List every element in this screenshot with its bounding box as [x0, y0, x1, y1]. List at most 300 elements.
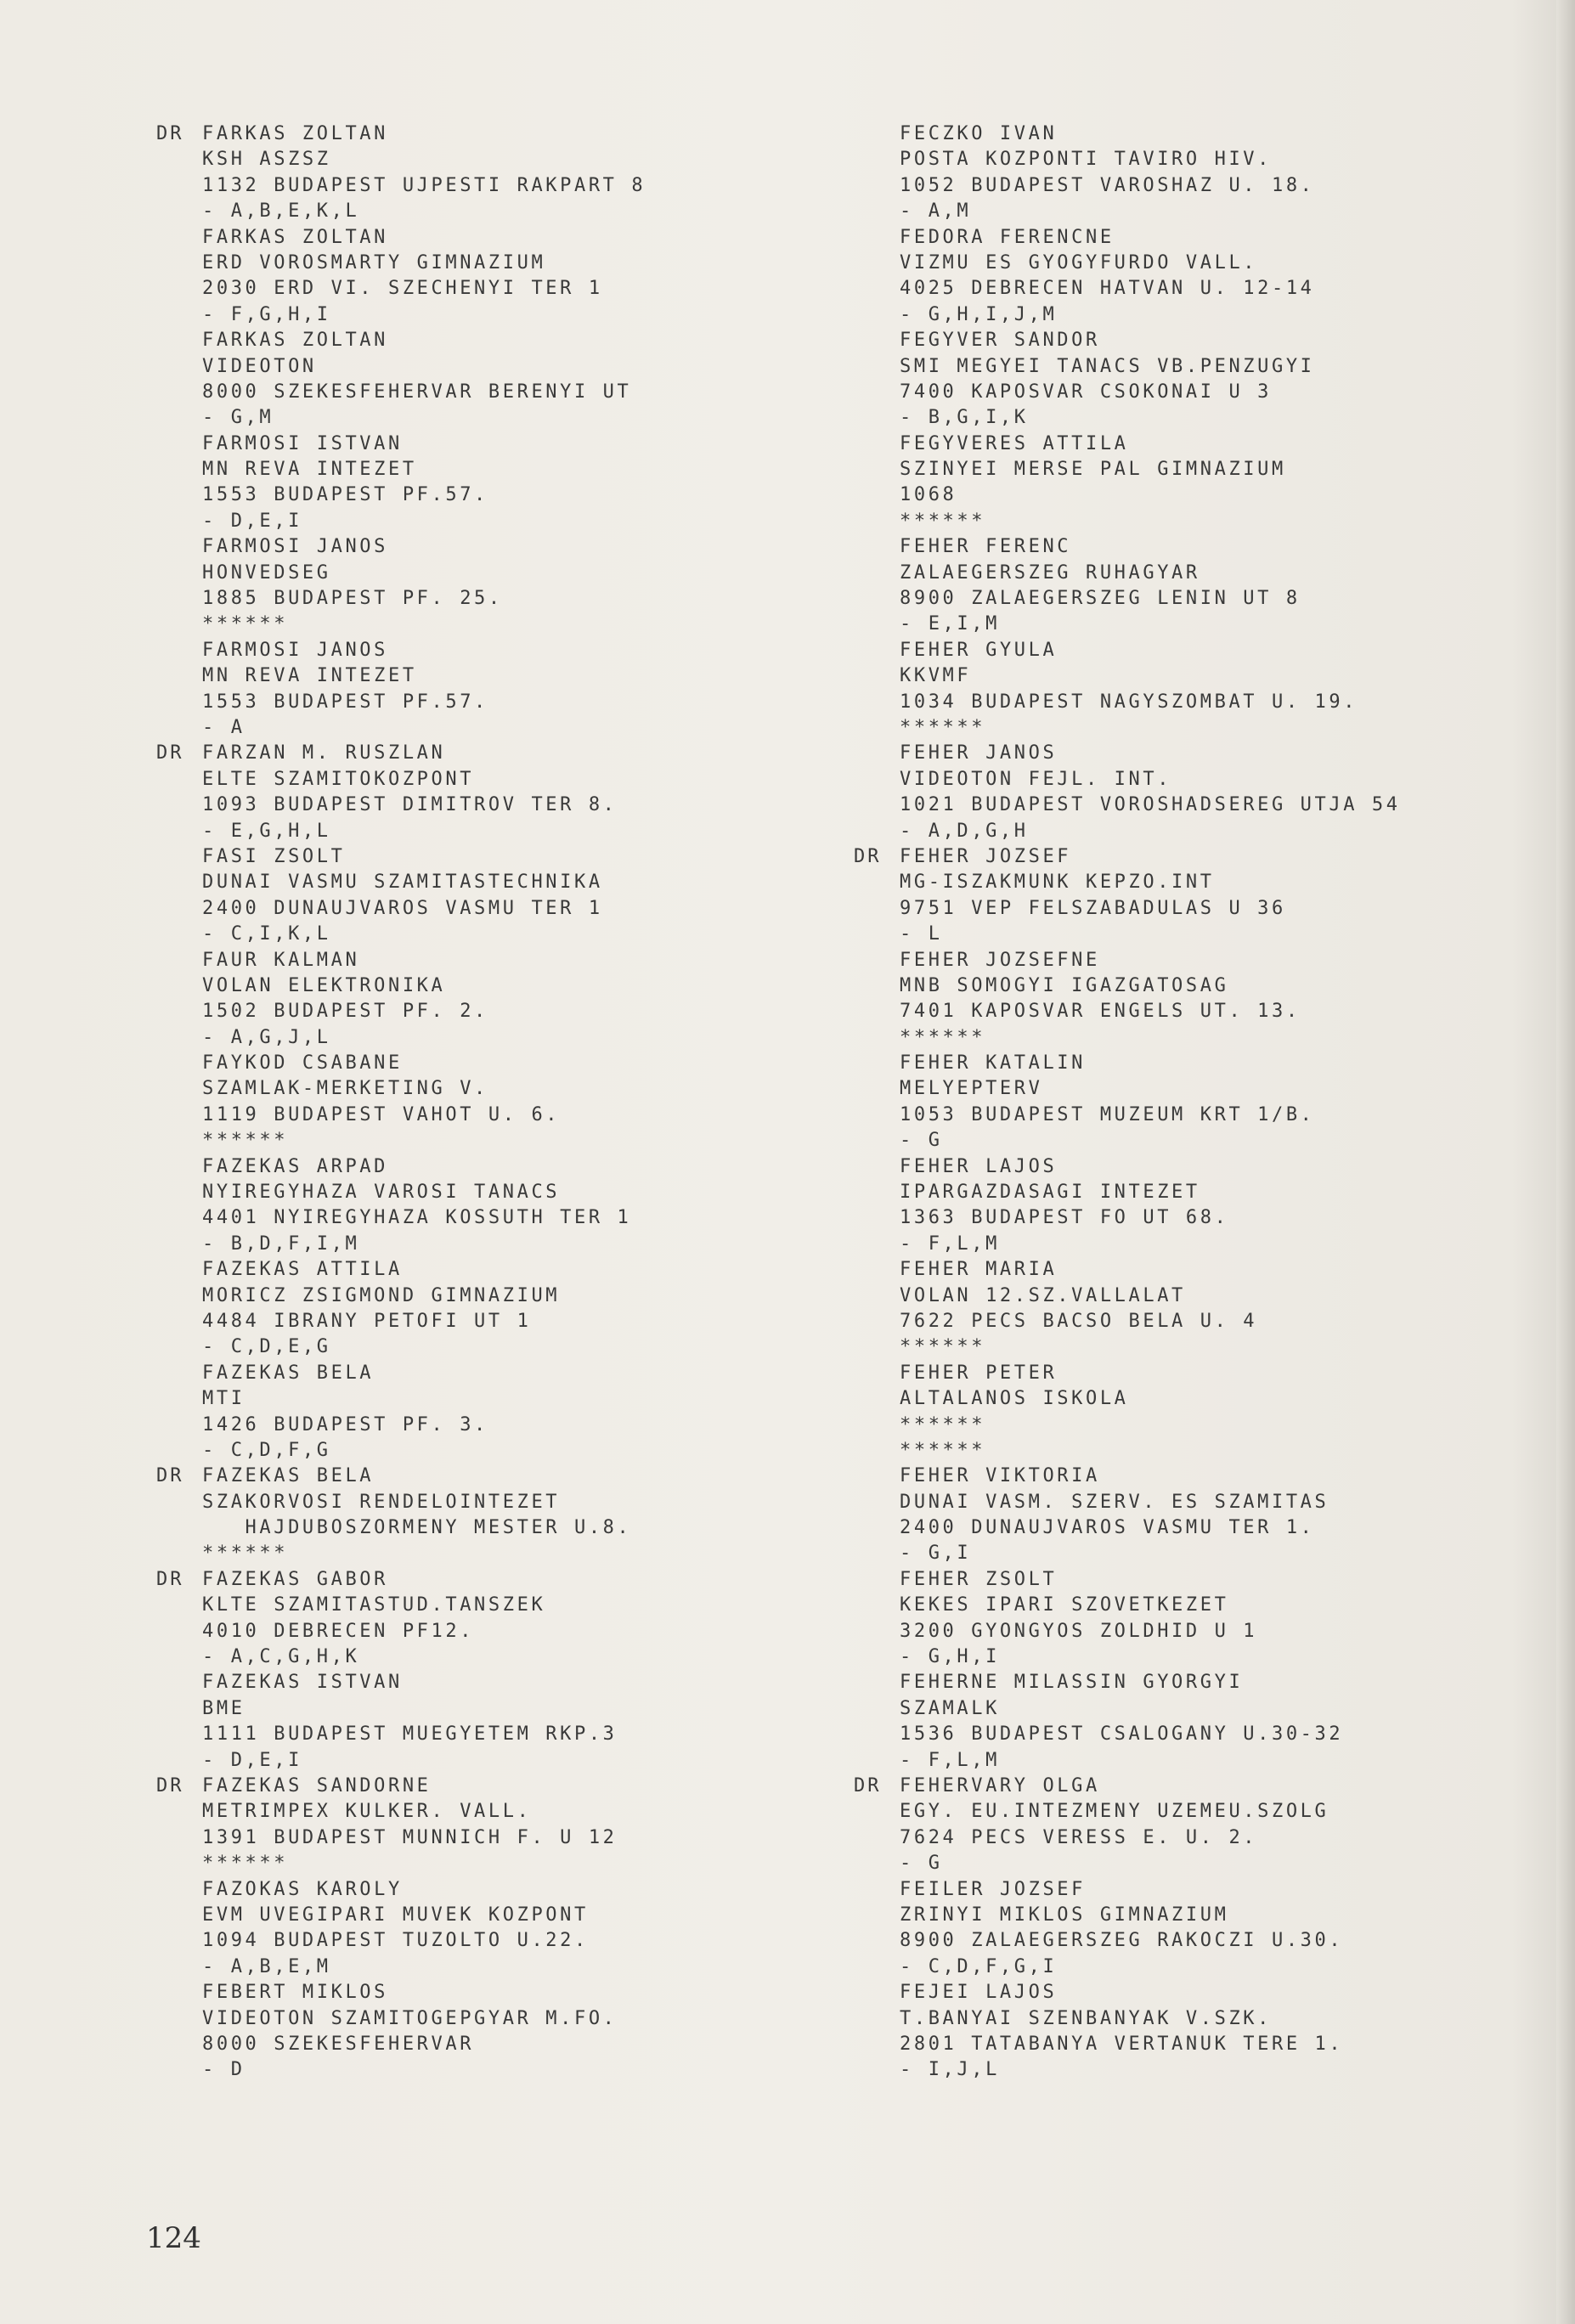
- directory-line: [202, 999, 814, 1024]
- entry-text: MORICZ ZSIGMOND GIMNAZIUM: [202, 1284, 561, 1306]
- directory-line: [900, 302, 1511, 328]
- entry-text: FAZEKAS SANDORNE: [202, 1775, 432, 1797]
- directory-line: [202, 1877, 814, 1903]
- entry-text: - G,I: [900, 1543, 972, 1565]
- entry-text: 1536 BUDAPEST CSALOGANY U.30-32: [900, 1723, 1344, 1746]
- entry-text: NYIREGYHAZA VAROSI TANACS: [202, 1182, 561, 1204]
- entry-text: 8000 SZEKESFEHERVAR: [202, 2033, 475, 2055]
- left-column: [156, 121, 814, 2084]
- directory-line: [156, 121, 814, 147]
- entry-text: - C,D,E,G: [202, 1336, 331, 1358]
- entry-text: FAZEKAS BELA: [202, 1465, 375, 1487]
- directory-line: [202, 380, 814, 405]
- entry-text: HONVEDSEG: [202, 561, 331, 584]
- directory-line: [202, 1541, 814, 1566]
- entry-text: FEGYVERES ATTILA: [900, 432, 1129, 454]
- entry-text: FARZAN M. RUSZLAN: [202, 742, 446, 764]
- directory-line: [202, 561, 814, 586]
- entry-text: FEDORA FERENCNE: [900, 226, 1115, 248]
- directory-line: [202, 1309, 814, 1334]
- directory-line: [900, 1413, 1511, 1438]
- directory-line: [900, 1696, 1511, 1722]
- directory-line: [900, 690, 1511, 715]
- directory-line: [202, 844, 814, 870]
- directory-line: [900, 225, 1511, 251]
- entry-text: - A,B,E,K,L: [202, 200, 360, 223]
- directory-line: [900, 1851, 1511, 1876]
- entry-text: 2801 TATABANYA VERTANUK TERE 1.: [900, 2033, 1344, 2055]
- directory-line: [202, 1154, 814, 1180]
- entry-text: FAZEKAS ARPAD: [202, 1155, 388, 1177]
- page-edge-shadow: [1556, 0, 1575, 2324]
- directory-line: [202, 1851, 814, 1876]
- directory-line: [202, 1748, 814, 1774]
- directory-line: [202, 147, 814, 172]
- entry-text: SZAMALK: [900, 1697, 1000, 1719]
- entry-text: ZALAEGERSZEG RUHAGYAR: [900, 561, 1200, 584]
- entry-text: - A,D,G,H: [900, 820, 1029, 842]
- directory-line: [900, 251, 1511, 276]
- entry-text: FARMOSI ISTVAN: [202, 432, 403, 454]
- directory-line: [202, 1928, 814, 1954]
- entry-text: FEHER MARIA: [900, 1259, 1058, 1281]
- entry-text: ******: [202, 1543, 289, 1565]
- directory-line: [900, 1515, 1511, 1541]
- entry-text: 1132 BUDAPEST UJPESTI RAKPART 8: [202, 174, 646, 196]
- entry-text: - G,H,I: [900, 1646, 1000, 1668]
- entry-text: 1094 BUDAPEST TUZOLTO U.22.: [202, 1930, 589, 1952]
- entry-text: - F,G,H,I: [202, 303, 331, 325]
- directory-line: [900, 1644, 1511, 1670]
- entry-text: FAZEKAS BELA: [202, 1362, 375, 1384]
- entry-text: - G: [900, 1853, 943, 1875]
- directory-line: [900, 2006, 1511, 2032]
- directory-line: [202, 1619, 814, 1644]
- directory-line: [900, 1232, 1511, 1257]
- entry-text: 1053 BUDAPEST MUZEUM KRT 1/B.: [900, 1103, 1315, 1125]
- entry-text: 1111 BUDAPEST MUEGYETEM RKP.3: [202, 1723, 618, 1746]
- entry-text: SZINYEI MERSE PAL GIMNAZIUM: [900, 459, 1286, 481]
- entry-text: FARMOSI JANOS: [202, 639, 388, 661]
- entry-text: - E,G,H,L: [202, 820, 331, 842]
- directory-line: [202, 225, 814, 251]
- directory-line: [202, 1283, 814, 1309]
- title-prefix: DR: [156, 123, 184, 144]
- directory-line: [202, 2006, 814, 2032]
- entry-text: - A,M: [900, 200, 972, 223]
- directory-line: [202, 199, 814, 224]
- directory-line: [900, 922, 1511, 947]
- directory-line: [202, 1438, 814, 1464]
- entry-text: MN REVA INTEZET: [202, 459, 417, 481]
- entry-text: - G,M: [202, 407, 274, 429]
- entry-text: - C,D,F,G: [202, 1439, 331, 1461]
- entry-text: MTI: [202, 1388, 246, 1410]
- entry-text: ******: [900, 1026, 986, 1048]
- directory-line: [202, 793, 814, 818]
- directory-line: [900, 973, 1511, 999]
- directory-line: [202, 1670, 814, 1695]
- entry-text: MG-ISZAKMUNK KEPZO.INT: [900, 872, 1215, 894]
- entry-text: T.BANYAI SZENBANYAK V.SZK.: [900, 2007, 1272, 2029]
- entry-text: 1093 BUDAPEST DIMITROV TER 8.: [202, 794, 618, 816]
- entry-text: 1502 BUDAPEST PF. 2.: [202, 1001, 488, 1023]
- entry-text: 1553 BUDAPEST PF.57.: [202, 484, 488, 506]
- entry-text: FECZKO IVAN: [900, 123, 1058, 144]
- directory-line: [900, 121, 1511, 147]
- entry-text: IPARGAZDASAGI INTEZET: [900, 1182, 1200, 1204]
- entry-text: 1034 BUDAPEST NAGYSZOMBAT U. 19.: [900, 691, 1358, 713]
- entry-text: - G,H,I,J,M: [900, 303, 1058, 325]
- directory-line: [900, 767, 1511, 793]
- directory-line: [900, 1076, 1511, 1102]
- entry-text: 1553 BUDAPEST PF.57.: [202, 691, 488, 713]
- directory-line: [202, 1903, 814, 1928]
- directory-line: [900, 870, 1511, 895]
- entry-text: 7401 KAPOSVAR ENGELS UT. 13.: [900, 1001, 1301, 1023]
- entry-text: ALTALANOS ISKOLA: [900, 1388, 1129, 1410]
- entry-text: 7624 PECS VERESS E. U. 2.: [900, 1826, 1258, 1848]
- directory-line: [900, 1309, 1511, 1334]
- directory-line: [900, 715, 1511, 741]
- entry-text: FEILER JOZSEF: [900, 1878, 1086, 1900]
- right-column: [854, 121, 1511, 2084]
- directory-line: [900, 612, 1511, 637]
- directory-line: [202, 767, 814, 793]
- entry-text: 8900 ZALAEGERSZEG LENIN UT 8: [900, 588, 1301, 610]
- directory-line: [900, 1799, 1511, 1825]
- entry-text: - C,I,K,L: [202, 923, 331, 945]
- entry-text: 1391 BUDAPEST MUNNICH F. U 12: [202, 1826, 618, 1848]
- directory-line: [900, 1051, 1511, 1076]
- directory-line: [900, 1334, 1511, 1360]
- directory-line: [202, 663, 814, 689]
- directory-line: [202, 1334, 814, 1360]
- directory-line: [202, 612, 814, 637]
- entry-text: ERD VOROSMARTY GIMNAZIUM: [202, 251, 546, 274]
- entry-text: ******: [202, 1853, 289, 1875]
- directory-line: [202, 1490, 814, 1515]
- entry-text: 7622 PECS BACSO BELA U. 4: [900, 1310, 1258, 1332]
- directory-line: [900, 1877, 1511, 1903]
- page-number: 124: [146, 2221, 201, 2255]
- directory-line: [900, 328, 1511, 353]
- entry-text: ******: [900, 716, 986, 738]
- entry-text: FEHER LAJOS: [900, 1155, 1058, 1177]
- entry-text: KKVMF: [900, 665, 972, 687]
- directory-line: [900, 354, 1511, 380]
- directory-line: [900, 663, 1511, 689]
- directory-line: [900, 199, 1511, 224]
- entry-text: SZAKORVOSI RENDELOINTEZET: [202, 1491, 561, 1513]
- directory-line: [202, 870, 814, 895]
- entry-text: METRIMPEX KULKER. VALL.: [202, 1801, 532, 1823]
- directory-line: [202, 638, 814, 663]
- entry-text: FEHER PETER: [900, 1362, 1058, 1384]
- directory-line: [900, 1825, 1511, 1851]
- directory-line: [900, 948, 1511, 973]
- entry-text: 3200 GYONGYOS ZOLDHID U 1: [900, 1620, 1258, 1642]
- entry-text: 8000 SZEKESFEHERVAR BERENYI UT: [202, 381, 632, 403]
- directory-line: [202, 1515, 814, 1541]
- entry-text: FARMOSI JANOS: [202, 536, 388, 558]
- directory-line: [202, 1413, 814, 1438]
- directory-line: [156, 1464, 814, 1489]
- title-prefix: DR: [854, 1775, 882, 1797]
- entry-text: VIZMU ES GYOGYFURDO VALL.: [900, 251, 1258, 274]
- entry-text: - D,E,I: [202, 510, 302, 532]
- entry-text: FEHER VIKTORIA: [900, 1465, 1100, 1487]
- entry-text: FEHER GYULA: [900, 639, 1058, 661]
- directory-line: [202, 328, 814, 353]
- entry-text: FARKAS ZOLTAN: [202, 226, 388, 248]
- directory-line: [202, 2057, 814, 2083]
- entry-text: 8900 ZALAEGERSZEG RAKOCZI U.30.: [900, 1930, 1344, 1952]
- entry-text: ZRINYI MIKLOS GIMNAZIUM: [900, 1904, 1229, 1926]
- entry-text: FAYKOD CSABANE: [202, 1052, 403, 1075]
- directory-line: [202, 715, 814, 741]
- entry-text: FEHER ZSOLT: [900, 1568, 1058, 1590]
- entry-text: 1119 BUDAPEST VAHOT U. 6.: [202, 1103, 561, 1125]
- entry-text: ******: [900, 1336, 986, 1358]
- title-prefix: DR: [156, 1775, 184, 1797]
- entry-text: 1885 BUDAPEST PF. 25.: [202, 588, 503, 610]
- directory-line: [900, 1205, 1511, 1231]
- directory-line: [202, 948, 814, 973]
- directory-line: [900, 1154, 1511, 1180]
- entry-text: FEHER JOZSEF: [900, 845, 1072, 867]
- entry-text: ******: [900, 1439, 986, 1461]
- entry-text: MN REVA INTEZET: [202, 665, 417, 687]
- directory-line: [900, 432, 1511, 457]
- directory-line: [900, 793, 1511, 818]
- entry-text: - I,J,L: [900, 2059, 1000, 2081]
- directory-line: [202, 1232, 814, 1257]
- entry-text: 4484 IBRANY PETOFI UT 1: [202, 1310, 532, 1332]
- directory-line: [900, 1464, 1511, 1489]
- entry-text: EGY. EU.INTEZMENY UZEMEU.SZOLG: [900, 1801, 1329, 1823]
- directory-line: [900, 1361, 1511, 1386]
- entry-text: FAZEKAS ATTILA: [202, 1259, 403, 1281]
- directory-line: [202, 1051, 814, 1076]
- directory-line: [202, 1799, 814, 1825]
- directory-line: [900, 276, 1511, 302]
- entry-text: - A,G,J,L: [202, 1026, 331, 1048]
- entry-text: SZAMLAK-MERKETING V.: [202, 1078, 488, 1100]
- entry-text: - A,C,G,H,K: [202, 1646, 360, 1668]
- entry-text: 4025 DEBRECEN HATVAN U. 12-14: [900, 278, 1315, 300]
- directory-line: [202, 405, 814, 431]
- title-prefix: DR: [156, 742, 184, 764]
- directory-line: [202, 973, 814, 999]
- entry-text: - F,L,M: [900, 1749, 1000, 1771]
- directory-line: [900, 1670, 1511, 1695]
- entry-text: 2400 DUNAUJVAROS VASMU TER 1.: [900, 1517, 1315, 1539]
- directory-line: [854, 1774, 1511, 1799]
- entry-text: ******: [900, 510, 986, 532]
- directory-line: [202, 2032, 814, 2057]
- directory-line: [202, 819, 814, 844]
- entry-text: FEJEI LAJOS: [900, 1982, 1058, 2004]
- directory-line: [202, 896, 814, 922]
- entry-text: FARKAS ZOLTAN: [202, 123, 388, 144]
- directory-line: [202, 690, 814, 715]
- directory-line: [202, 1955, 814, 1980]
- entry-text: ELTE SZAMITOKOZPONT: [202, 768, 475, 790]
- directory-line: [900, 896, 1511, 922]
- entry-text: - L: [900, 923, 943, 945]
- entry-text: 4010 DEBRECEN PF12.: [202, 1620, 475, 1642]
- entry-text: HAJDUBOSZORMENY MESTER U.8.: [202, 1517, 632, 1539]
- directory-line: [202, 1825, 814, 1851]
- directory-line: [202, 1103, 814, 1128]
- title-prefix: DR: [156, 1568, 184, 1590]
- entry-text: - B,G,I,K: [900, 407, 1029, 429]
- entry-text: FAZOKAS KAROLY: [202, 1878, 403, 1900]
- directory-line: [900, 1257, 1511, 1283]
- entry-text: FAUR KALMAN: [202, 949, 360, 971]
- directory-line: [900, 1748, 1511, 1774]
- entry-text: 2030 ERD VI. SZECHENYI TER 1: [202, 278, 603, 300]
- directory-line: [900, 1567, 1511, 1593]
- directory-line: [900, 509, 1511, 534]
- directory-line: [202, 354, 814, 380]
- entry-text: VIDEOTON: [202, 355, 317, 377]
- entry-text: FEGYVER SANDOR: [900, 330, 1100, 352]
- entry-text: - B,D,F,I,M: [202, 1233, 360, 1255]
- directory-line: [900, 1128, 1511, 1154]
- entry-text: KSH ASZSZ: [202, 149, 331, 171]
- directory-line: [202, 1361, 814, 1386]
- directory-line: [900, 1283, 1511, 1309]
- directory-line: [202, 534, 814, 560]
- directory-line: [900, 1593, 1511, 1618]
- directory-line: [202, 1722, 814, 1747]
- directory-line: [900, 1955, 1511, 1980]
- entry-text: 1068: [900, 484, 957, 506]
- entry-text: FAZEKAS ISTVAN: [202, 1672, 403, 1694]
- directory-line: [900, 380, 1511, 405]
- directory-line: [900, 482, 1511, 508]
- entry-text: - F,L,M: [900, 1233, 1000, 1255]
- entry-text: 2400 DUNAUJVAROS VASMU TER 1: [202, 897, 603, 919]
- directory-line: [854, 844, 1511, 870]
- directory-line: [202, 1257, 814, 1283]
- entry-text: 1052 BUDAPEST VAROSHAZ U. 18.: [900, 174, 1315, 196]
- entry-text: VOLAN 12.SZ.VALLALAT: [900, 1284, 1186, 1306]
- directory-line: [900, 405, 1511, 431]
- directory-line: [202, 173, 814, 199]
- entry-text: VIDEOTON SZAMITOGEPGYAR M.FO.: [202, 2007, 618, 2029]
- directory-line: [900, 1980, 1511, 2005]
- directory-line: [202, 1593, 814, 1618]
- entry-text: - C,D,F,G,I: [900, 1955, 1058, 1977]
- directory-line: [156, 741, 814, 766]
- directory-line: [202, 482, 814, 508]
- entry-text: - G: [900, 1130, 943, 1152]
- entry-text: ******: [202, 1130, 289, 1152]
- entry-text: DUNAI VASMU SZAMITASTECHNIKA: [202, 872, 603, 894]
- directory-line: [156, 1567, 814, 1593]
- entry-text: FAZEKAS GABOR: [202, 1568, 388, 1590]
- entry-text: FEHER KATALIN: [900, 1052, 1086, 1075]
- entry-text: KLTE SZAMITASTUD.TANSZEK: [202, 1594, 546, 1616]
- directory-line: [900, 457, 1511, 482]
- directory-line: [900, 819, 1511, 844]
- directory-line: [900, 1541, 1511, 1566]
- entry-text: - A: [202, 716, 246, 738]
- entry-text: 9751 VEP FELSZABADULAS U 36: [900, 897, 1286, 919]
- directory-line: [202, 509, 814, 534]
- entry-text: EVM UVEGIPARI MUVEK KOZPONT: [202, 1904, 589, 1926]
- entry-text: FEHER JANOS: [900, 742, 1058, 764]
- directory-line: [900, 1386, 1511, 1412]
- entry-text: 7400 KAPOSVAR CSOKONAI U 3: [900, 381, 1272, 403]
- entry-text: SMI MEGYEI TANACS VB.PENZUGYI: [900, 355, 1315, 377]
- directory-line: [202, 1180, 814, 1205]
- entry-text: KEKES IPARI SZOVETKEZET: [900, 1594, 1229, 1616]
- directory-line: [900, 1180, 1511, 1205]
- directory-line: [202, 1128, 814, 1154]
- directory-line: [900, 1903, 1511, 1928]
- directory-line: [900, 1025, 1511, 1051]
- entry-text: - A,B,E,M: [202, 1955, 331, 1977]
- entry-text: FARKAS ZOLTAN: [202, 330, 388, 352]
- directory-line: [202, 1386, 814, 1412]
- entry-text: VOLAN ELEKTRONIKA: [202, 974, 446, 996]
- directory-line: [202, 1205, 814, 1231]
- title-prefix: DR: [156, 1465, 184, 1487]
- directory-line: [156, 1774, 814, 1799]
- entry-text: FEHER JOZSEFNE: [900, 949, 1100, 971]
- directory-line: [900, 561, 1511, 586]
- directory-line: [202, 1980, 814, 2005]
- directory-line: [900, 1619, 1511, 1644]
- title-prefix: DR: [854, 845, 882, 867]
- entry-text: FEHER FERENC: [900, 536, 1072, 558]
- directory-line: [900, 534, 1511, 560]
- directory-line: [202, 1696, 814, 1722]
- entry-text: 1363 BUDAPEST FO UT 68.: [900, 1207, 1229, 1229]
- directory-line: [202, 432, 814, 457]
- entry-text: - D: [202, 2059, 246, 2081]
- entry-text: FEHERNE MILASSIN GYORGYI: [900, 1672, 1244, 1694]
- entry-text: FEHERVARY OLGA: [900, 1775, 1100, 1797]
- directory-line: [202, 1076, 814, 1102]
- directory-line: [900, 1103, 1511, 1128]
- directory-line: [900, 999, 1511, 1024]
- entry-text: ******: [202, 613, 289, 635]
- directory-line: [900, 1438, 1511, 1464]
- directory-line: [900, 1490, 1511, 1515]
- directory-line: [900, 638, 1511, 663]
- directory-line: [202, 586, 814, 612]
- directory-line: [202, 276, 814, 302]
- entry-text: MNB SOMOGYI IGAZGATOSAG: [900, 974, 1229, 996]
- entry-text: ******: [900, 1413, 986, 1436]
- directory-line: [202, 302, 814, 328]
- directory-line: [202, 1025, 814, 1051]
- directory-line: [900, 2032, 1511, 2057]
- entry-text: 1426 BUDAPEST PF. 3.: [202, 1413, 488, 1436]
- directory-line: [900, 741, 1511, 766]
- directory-line: [900, 1928, 1511, 1954]
- entry-text: BME: [202, 1697, 246, 1719]
- entry-text: - E,I,M: [900, 613, 1000, 635]
- directory-line: [900, 2057, 1511, 2083]
- entry-text: POSTA KOZPONTI TAVIRO HIV.: [900, 149, 1272, 171]
- directory-line: [900, 586, 1511, 612]
